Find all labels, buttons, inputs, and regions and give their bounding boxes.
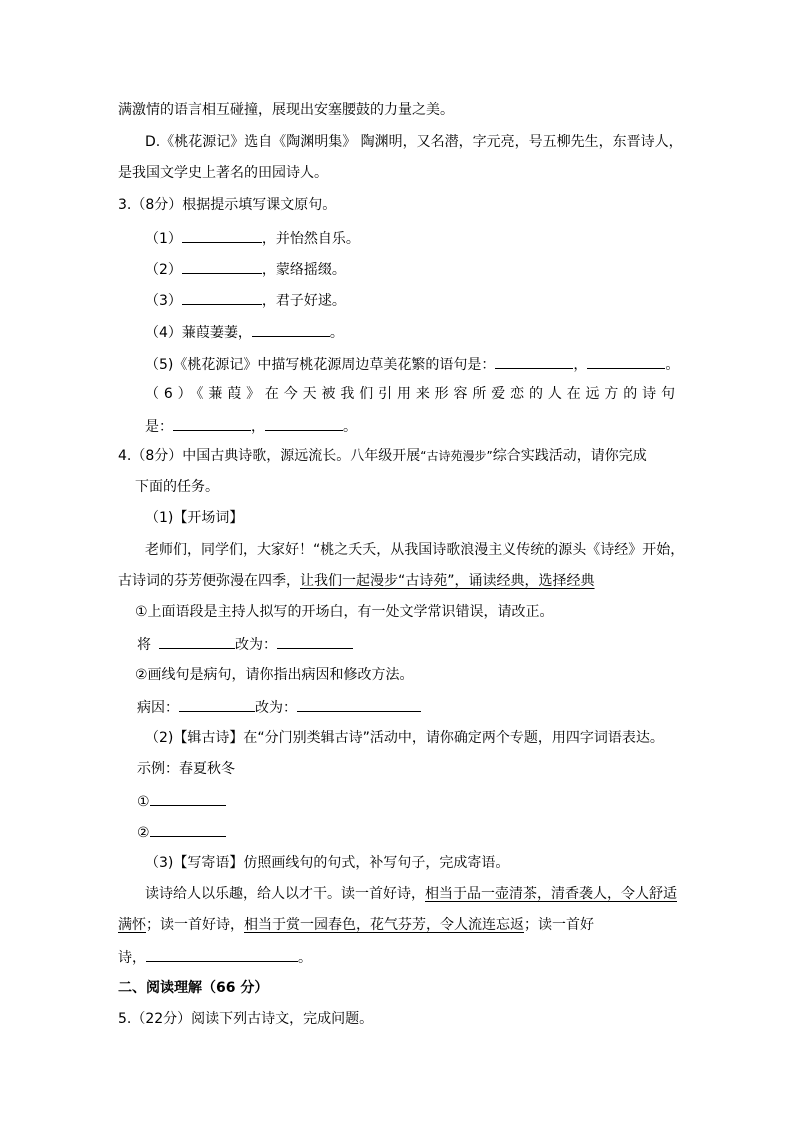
answer-blank — [182, 259, 262, 274]
item-text: （5)《桃花源记》中描写桃花源周边草美花繁的语句是： — [145, 357, 496, 373]
answer-blank — [182, 228, 262, 243]
question-4-title-line1 — [118, 447, 647, 465]
item-text: ，并怡然自乐。 — [261, 231, 360, 247]
answer-blank — [150, 791, 226, 806]
question-3-title: 3.（8分）根据提示填写课文原句。 — [118, 197, 337, 213]
section-2-title: 二、阅读理解（66 分） — [118, 980, 269, 996]
item-text: （4）蒹葭萋萋， — [145, 325, 252, 341]
text-line: 满激情的语言相互碰撞，展现出安塞腰鼓的力量之美。 — [118, 102, 454, 118]
q4-example: 示例：春夏秋冬 — [137, 761, 235, 777]
underlined-sentence: 相当于品一壶清茶，清香袭人，令人舒适 — [425, 886, 677, 902]
option-d-line1: D.《桃花源记》选自《陶渊明集》 陶渊明，又名潜，字元亮，号五柳先生，东晋诗人， — [145, 134, 683, 150]
label-gaiwei: 改为： — [235, 637, 277, 653]
label-gaiwei: 改为： — [255, 700, 297, 716]
answer-blank — [252, 322, 330, 337]
item-number: （1） — [145, 231, 182, 247]
answer-blank — [587, 354, 665, 369]
plain-text: 。 — [298, 950, 312, 966]
q4-answer-2 — [137, 822, 226, 842]
answer-blank — [182, 290, 262, 305]
q4-sub3: （3)【写寄语】仿照画线句的句式，补写句子，完成寄语。 — [145, 855, 510, 871]
q3-item-2 — [145, 259, 346, 279]
q4-sub1-title: （1)【开场词】 — [145, 510, 244, 526]
plain-text: ；读一首好 — [524, 917, 594, 933]
answer-blank — [173, 416, 251, 431]
q4-paragraph-line2 — [118, 572, 595, 590]
q3-item-3 — [145, 290, 346, 310]
comma: ， — [251, 419, 265, 435]
q4-task1-answer — [137, 634, 353, 654]
period: 。 — [343, 419, 357, 435]
underlined-sentence: 相当于赏一园春色，花气芬芳，令人流连忘返 — [244, 917, 524, 933]
title-text: 4.（8分）中国古典诗歌，源远流长。八年级开展 — [118, 448, 421, 464]
label-bingyin: 病因： — [137, 700, 179, 716]
q3-item-1 — [145, 228, 360, 248]
plain-text: 读诗给人以乐趣，给人以才干。读一首好诗， — [145, 886, 425, 902]
answer-blank — [179, 697, 255, 712]
comma: ， — [573, 357, 588, 373]
question-4-title-line2: 下面的任务。 — [135, 479, 219, 495]
circle-number: ① — [137, 794, 150, 810]
item-number: （3） — [145, 293, 182, 309]
item-text: ，君子好逑。 — [261, 293, 346, 309]
plain-text: 诗， — [118, 950, 146, 966]
underlined-sentence: 让我们一起漫步“古诗苑”，诵读经典，选择经典 — [300, 573, 595, 589]
q4-sub3-para-line1 — [145, 885, 677, 903]
q4-paragraph-line1: 老师们，同学们，大家好！“桃之夭夭，从我国诗歌浪漫主义传统的源头《诗经》开始， — [145, 542, 685, 558]
q3-item-5 — [145, 354, 679, 374]
label-jiang: 将 — [137, 637, 151, 653]
title-text: 综合实践活动，请你完成 — [492, 448, 647, 464]
item-text: 是： — [145, 419, 173, 435]
circle-number: ② — [137, 825, 150, 841]
period: 。 — [665, 357, 680, 373]
q3-item-6-line2 — [145, 416, 357, 436]
q3-item-6-line1: （6）《蒹葭》在今天被我们引用来形容所爱恋的人在远方的诗句 — [145, 386, 675, 402]
plain-text: 古诗词的芬芳便弥漫在四季， — [118, 573, 300, 589]
q4-sub2: （2)【辑古诗】在“分门别类辑古诗”活动中，请你确定两个专题，用四字词语表达。 — [145, 730, 664, 746]
answer-blank — [150, 822, 226, 837]
q4-sub3-para-line3 — [118, 947, 312, 967]
q3-item-4 — [145, 322, 344, 342]
answer-blank — [159, 634, 235, 649]
q4-task2-answer — [137, 697, 421, 717]
underlined-sentence: 满怀 — [118, 917, 146, 933]
q4-answer-1 — [137, 791, 226, 811]
q4-task1: ①上面语段是主持人拟写的开场白，有一处文学常识错误，请改正。 — [135, 604, 554, 620]
item-number: （2） — [145, 262, 182, 278]
activity-name: “古诗苑漫步” — [420, 449, 493, 463]
answer-blank — [277, 634, 353, 649]
plain-text: ；读一首好诗， — [146, 917, 244, 933]
question-5-title: 5.（22分）阅读下列古诗文，完成问题。 — [118, 1011, 374, 1027]
answer-blank — [265, 416, 343, 431]
answer-blank — [146, 947, 298, 962]
answer-blank — [297, 697, 421, 712]
item-text: 。 — [329, 325, 344, 341]
q4-sub3-para-line2 — [118, 916, 594, 934]
q4-task2: ②画线句是病句，请你指出病因和修改方法。 — [135, 667, 414, 683]
item-text: ，蒙络摇缀。 — [261, 262, 346, 278]
answer-blank — [495, 354, 573, 369]
option-d-line2: 是我国文学史上著名的田园诗人。 — [118, 165, 328, 181]
